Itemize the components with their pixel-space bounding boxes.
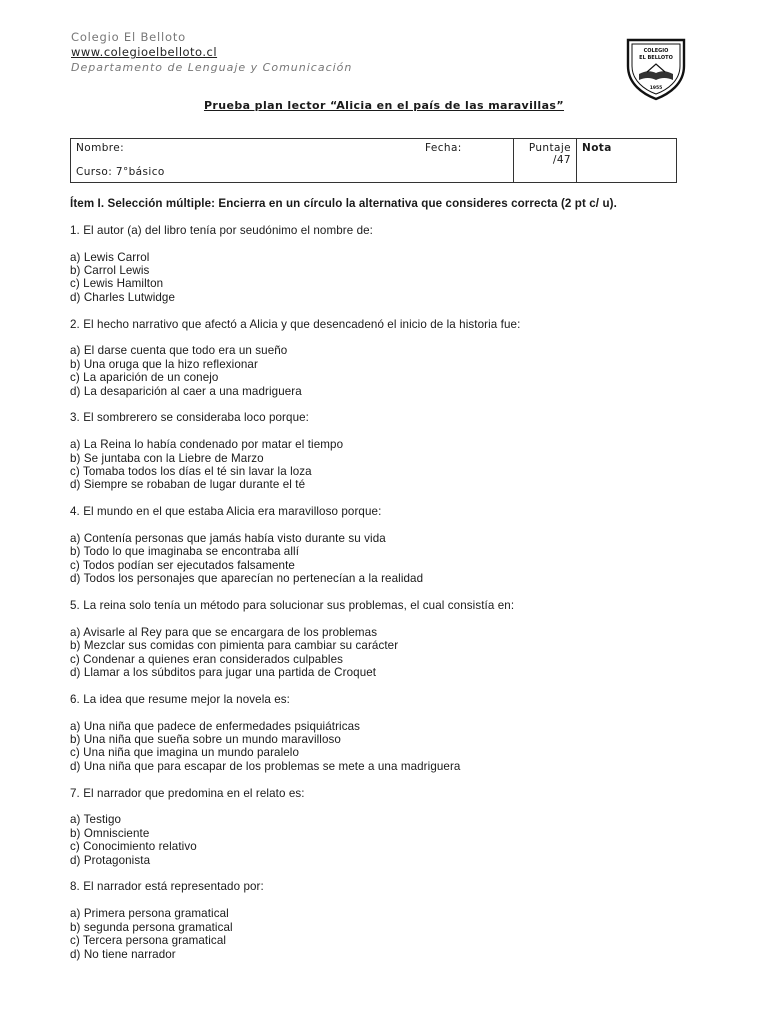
option-d[interactable]: d) Una niña que para escapar de los problemas se mete a una madriguera bbox=[70, 759, 461, 773]
options-list bbox=[70, 438, 695, 492]
options-list bbox=[70, 626, 695, 680]
question-2 bbox=[70, 318, 695, 398]
question-text: 2. El hecho narrativo que afectó a Alicia y que desencadenó el inicio de la historia fue: bbox=[70, 317, 521, 331]
option-c[interactable]: c) Todos podían ser ejecutados falsamente bbox=[70, 558, 295, 572]
option-d[interactable]: d) Llamar a los súbditos para jugar una partida de Croquet bbox=[70, 666, 377, 680]
school-name: Colegio El Belloto bbox=[71, 30, 186, 44]
score-cell[interactable] bbox=[514, 139, 577, 183]
option-b[interactable]: b) Una oruga que la hizo reflexionar bbox=[70, 357, 258, 371]
option-a[interactable]: a) Primera persona gramatical bbox=[70, 907, 229, 921]
item-title: Ítem I. Selección múltiple: Encierra en un círculo la alternativa que consideres correcta (2 pt c/ u). bbox=[70, 197, 617, 210]
option-b[interactable]: b) Una niña que sueña sobre un mundo maravilloso bbox=[70, 733, 341, 747]
question-text: 8. El narrador está representado por: bbox=[70, 880, 264, 894]
option-d[interactable]: d) La desaparición al caer a una madriguera bbox=[70, 384, 302, 398]
school-url-link[interactable]: www.colegioelbelloto.cl bbox=[71, 45, 218, 59]
option-a[interactable]: a) Lewis Carrol bbox=[70, 250, 150, 264]
options-list bbox=[70, 532, 695, 586]
student-info-table bbox=[70, 138, 677, 183]
option-c[interactable]: c) Condenar a quienes eran considerados culpables bbox=[70, 652, 344, 666]
course-label: Curso: 7°básico bbox=[76, 166, 165, 178]
question-text: 1. El autor (a) del libro tenía por seudónimo el nombre de: bbox=[70, 223, 373, 237]
question-text: 6. La idea que resume mejor la novela es: bbox=[70, 692, 290, 706]
option-a[interactable]: a) Una niña que padece de enfermedades psiquiátricas bbox=[70, 719, 361, 733]
option-c[interactable]: c) Conocimiento relativo bbox=[70, 840, 197, 854]
grade-label: Nota bbox=[582, 142, 612, 154]
option-c[interactable]: c) Tercera persona gramatical bbox=[70, 934, 227, 948]
option-a[interactable]: a) Contenía personas que jamás había visto durante su vida bbox=[70, 532, 386, 546]
test-title: Prueba plan lector “Alicia en el país de las maravillas” bbox=[203, 99, 565, 112]
option-b[interactable]: b) Mezclar sus comidas con pimienta para cambiar su carácter bbox=[70, 639, 399, 653]
question-text: 5. La reina solo tenía un método para solucionar sus problemas, el cual consistía en: bbox=[70, 599, 515, 613]
score-label: Puntaje bbox=[528, 142, 571, 154]
name-label: Nombre: bbox=[76, 142, 125, 154]
grade-cell[interactable] bbox=[577, 139, 677, 183]
logo-text-mid: EL BELLOTO bbox=[639, 55, 673, 61]
option-c[interactable]: c) Tomaba todos los días el té sin lavar la loza bbox=[70, 465, 312, 479]
option-d[interactable]: d) No tiene narrador bbox=[70, 947, 176, 961]
option-a[interactable]: a) El darse cuenta que todo era un sueño bbox=[70, 344, 288, 358]
logo-year: 1955 bbox=[649, 86, 663, 91]
question-text: 7. El narrador que predomina en el relato es: bbox=[70, 786, 305, 800]
option-b[interactable]: b) segunda persona gramatical bbox=[70, 920, 233, 934]
option-c[interactable]: c) Lewis Hamilton bbox=[70, 277, 164, 291]
option-b[interactable]: b) Todo lo que imaginaba se encontraba allí bbox=[70, 545, 300, 559]
department-name: Departamento de Lenguaje y Comunicación bbox=[71, 61, 353, 74]
option-c[interactable]: c) La aparición de un conejo bbox=[70, 371, 219, 385]
school-logo bbox=[623, 36, 689, 102]
question-7 bbox=[70, 787, 695, 867]
option-b[interactable]: b) Carrol Lewis bbox=[70, 264, 150, 277]
question-8 bbox=[70, 880, 695, 960]
option-b[interactable]: b) Omnisciente bbox=[70, 826, 150, 840]
question-1 bbox=[70, 224, 695, 304]
options-list bbox=[70, 251, 695, 305]
question-6 bbox=[70, 693, 695, 773]
document-header bbox=[71, 30, 352, 75]
options-list bbox=[70, 720, 695, 774]
options-list bbox=[70, 813, 695, 867]
question-text: 3. El sombrerero se consideraba loco porque: bbox=[70, 411, 309, 425]
options-list bbox=[70, 344, 695, 398]
option-d[interactable]: d) Siempre se robaban de lugar durante el té bbox=[70, 478, 306, 492]
date-label: Fecha: bbox=[425, 142, 462, 154]
option-a[interactable]: a) Testigo bbox=[70, 813, 122, 827]
question-text: 4. El mundo en el que estaba Alicia era maravilloso porque: bbox=[70, 505, 382, 519]
options-list bbox=[70, 907, 695, 961]
question-5 bbox=[70, 599, 695, 679]
option-d[interactable]: d) Todos los personajes que aparecían no pertenecían a la realidad bbox=[70, 572, 424, 586]
option-b[interactable]: b) Se juntaba con la Liebre de Marzo bbox=[70, 451, 264, 465]
question-3 bbox=[70, 411, 695, 491]
logo-text-top: COLEGIO bbox=[643, 48, 669, 54]
option-c[interactable]: c) Una niña que imagina un mundo paralelo bbox=[70, 746, 300, 760]
option-a[interactable]: a) La Reina lo había condenado por matar el tiempo bbox=[70, 438, 344, 452]
option-d[interactable]: d) Protagonista bbox=[70, 853, 151, 867]
test-content bbox=[70, 197, 695, 974]
question-4 bbox=[70, 505, 695, 585]
name-date-course-cell[interactable] bbox=[71, 139, 514, 183]
option-d[interactable]: d) Charles Lutwidge bbox=[70, 290, 176, 304]
option-a[interactable]: a) Avisarle al Rey para que se encargara de los problemas bbox=[70, 625, 378, 639]
score-total: /47 bbox=[552, 154, 571, 166]
